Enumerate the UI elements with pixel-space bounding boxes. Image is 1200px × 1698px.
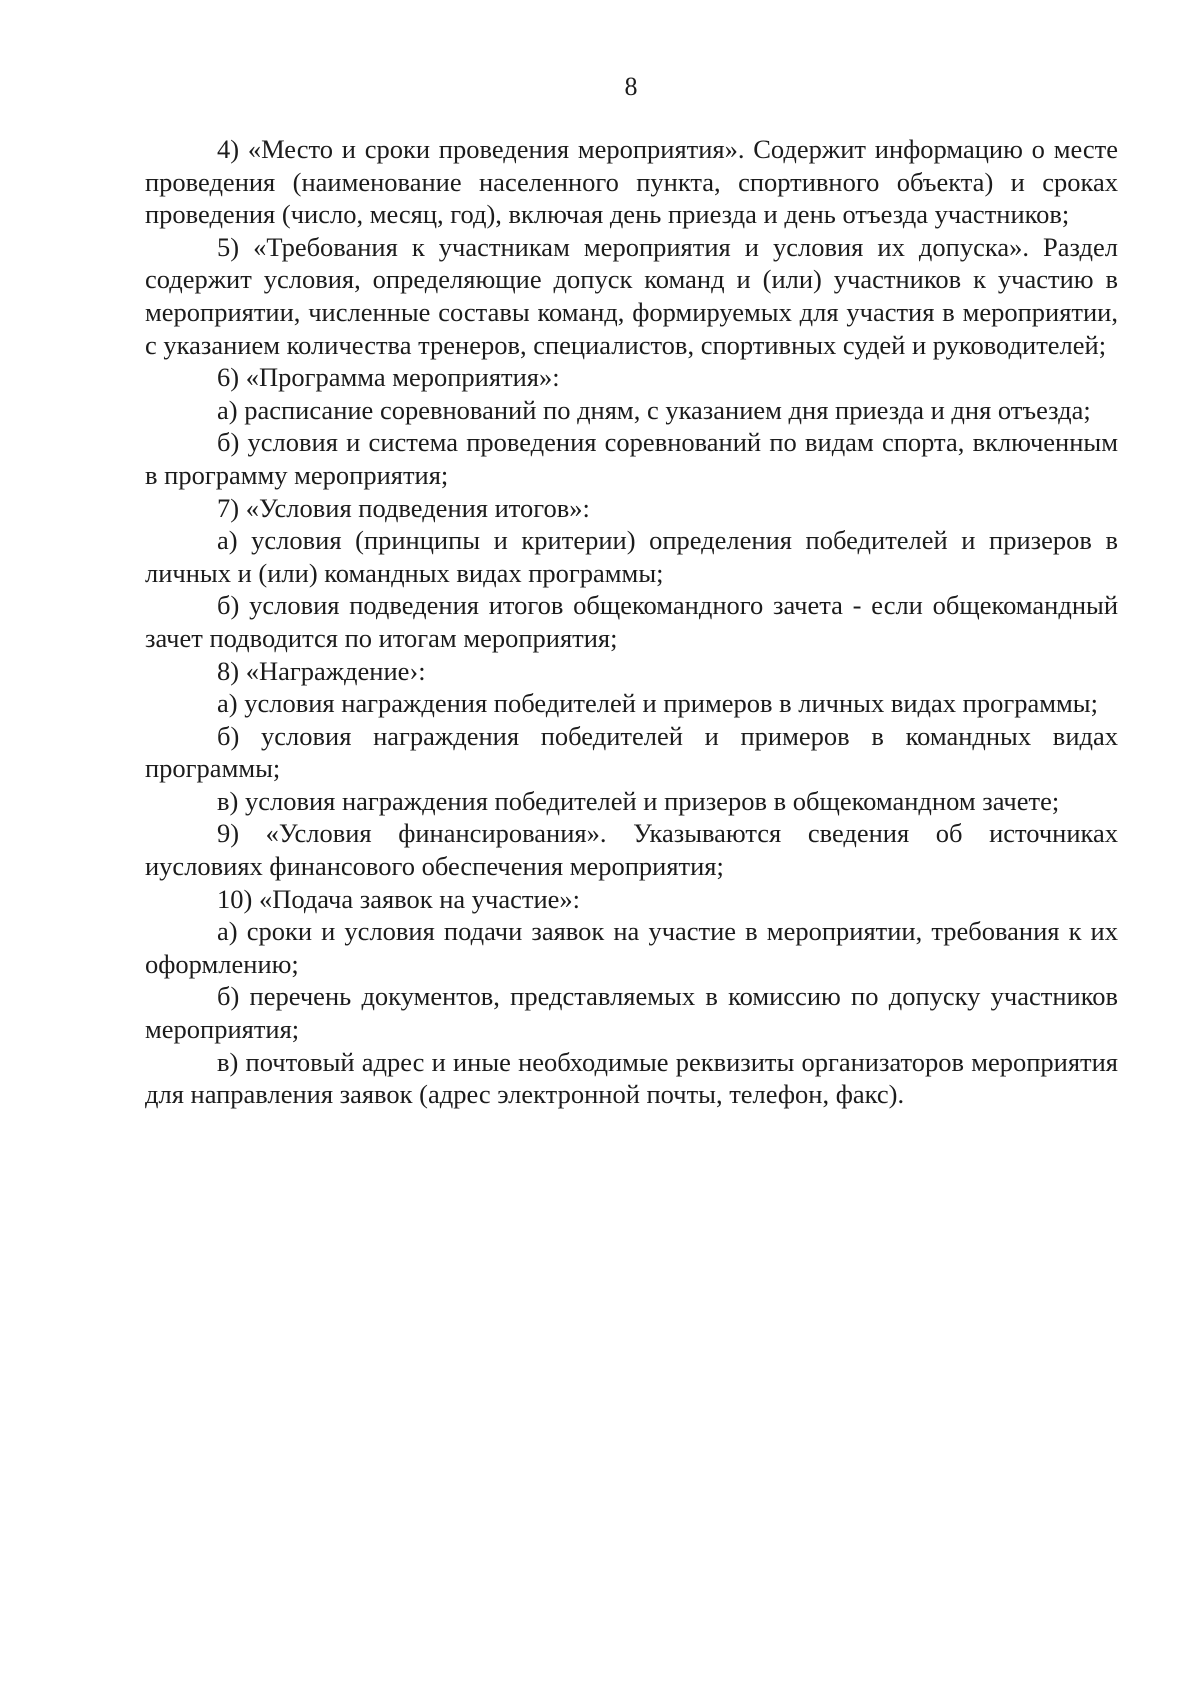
- paragraph-item-7: 7) «Условия подведения итогов»:: [217, 492, 590, 523]
- paragraph-item-10: 10) «Подача заявок на участие»:: [217, 883, 581, 914]
- paragraph-item-10a: а) сроки и условия подачи заявок на участие в мероприятии, требования к их оформлению;: [145, 916, 1118, 979]
- paragraph-item-7b: б) условия подведения итогов общекомандного зачета - если общекомандный зачет подводится по итогам мероприятия;: [145, 590, 1118, 653]
- page-number: 8: [624, 72, 638, 101]
- paragraph-item-6b: б) условия и система проведения соревнований по видам спорта, включенным в программу мероприятия;: [145, 427, 1118, 490]
- paragraph-item-9: 9) «Условия финансирования». Указываются сведения об источниках иусловиях финансового обеспечения мероприятия;: [145, 818, 1118, 882]
- paragraph-item-5: 5) «Требования к участникам мероприятия и условия их допуска». Раздел содержит условия, определяющие допуск команд и (или) участников к участию в мероприятии, численные составы команд, формируемых для участия в мероприятии, с указанием количества тренеров, специалистов, спортивных судей и руководителей;: [145, 231, 1118, 360]
- paragraph-item-6a: а) расписание соревнований по дням, с указанием дня приезда и дня отъезда;: [217, 394, 1091, 425]
- paragraph-item-8: 8) «Награждение›:: [217, 655, 426, 686]
- paragraph-item-8b: б) условия награждения победителей и примеров в командных видах программы;: [145, 720, 1118, 784]
- paragraph-item-7a: а) условия (принципы и критерии) определения победителей и призеров в личных и (или) командных видах программы;: [145, 525, 1118, 588]
- document-body: [145, 133, 1118, 1111]
- paragraph-item-4: 4) «Место и сроки проведения мероприятия». Содержит информацию о месте проведения (наименование населенного пункта, спортивного объекта) и сроках проведения (число, месяц, год), включая день приезда и день отъезда участников;: [145, 134, 1118, 230]
- paragraph-item-6: 6) «Программа мероприятия»:: [217, 362, 560, 393]
- paragraph-item-10v: в) почтовый адрес и иные необходимые реквизиты организаторов мероприятия для направления заявок (адрес электронной почты, телефон, факс).: [145, 1046, 1118, 1110]
- paragraph-item-10b: б) перечень документов, представляемых в комиссию по допуску участников мероприятия;: [145, 981, 1118, 1045]
- paragraph-item-8a: а) условия награждения победителей и примеров в личных видах программы;: [217, 688, 1098, 719]
- paragraph-item-8v: в) условия награждения победителей и призеров в общекомандном зачете;: [217, 785, 1060, 816]
